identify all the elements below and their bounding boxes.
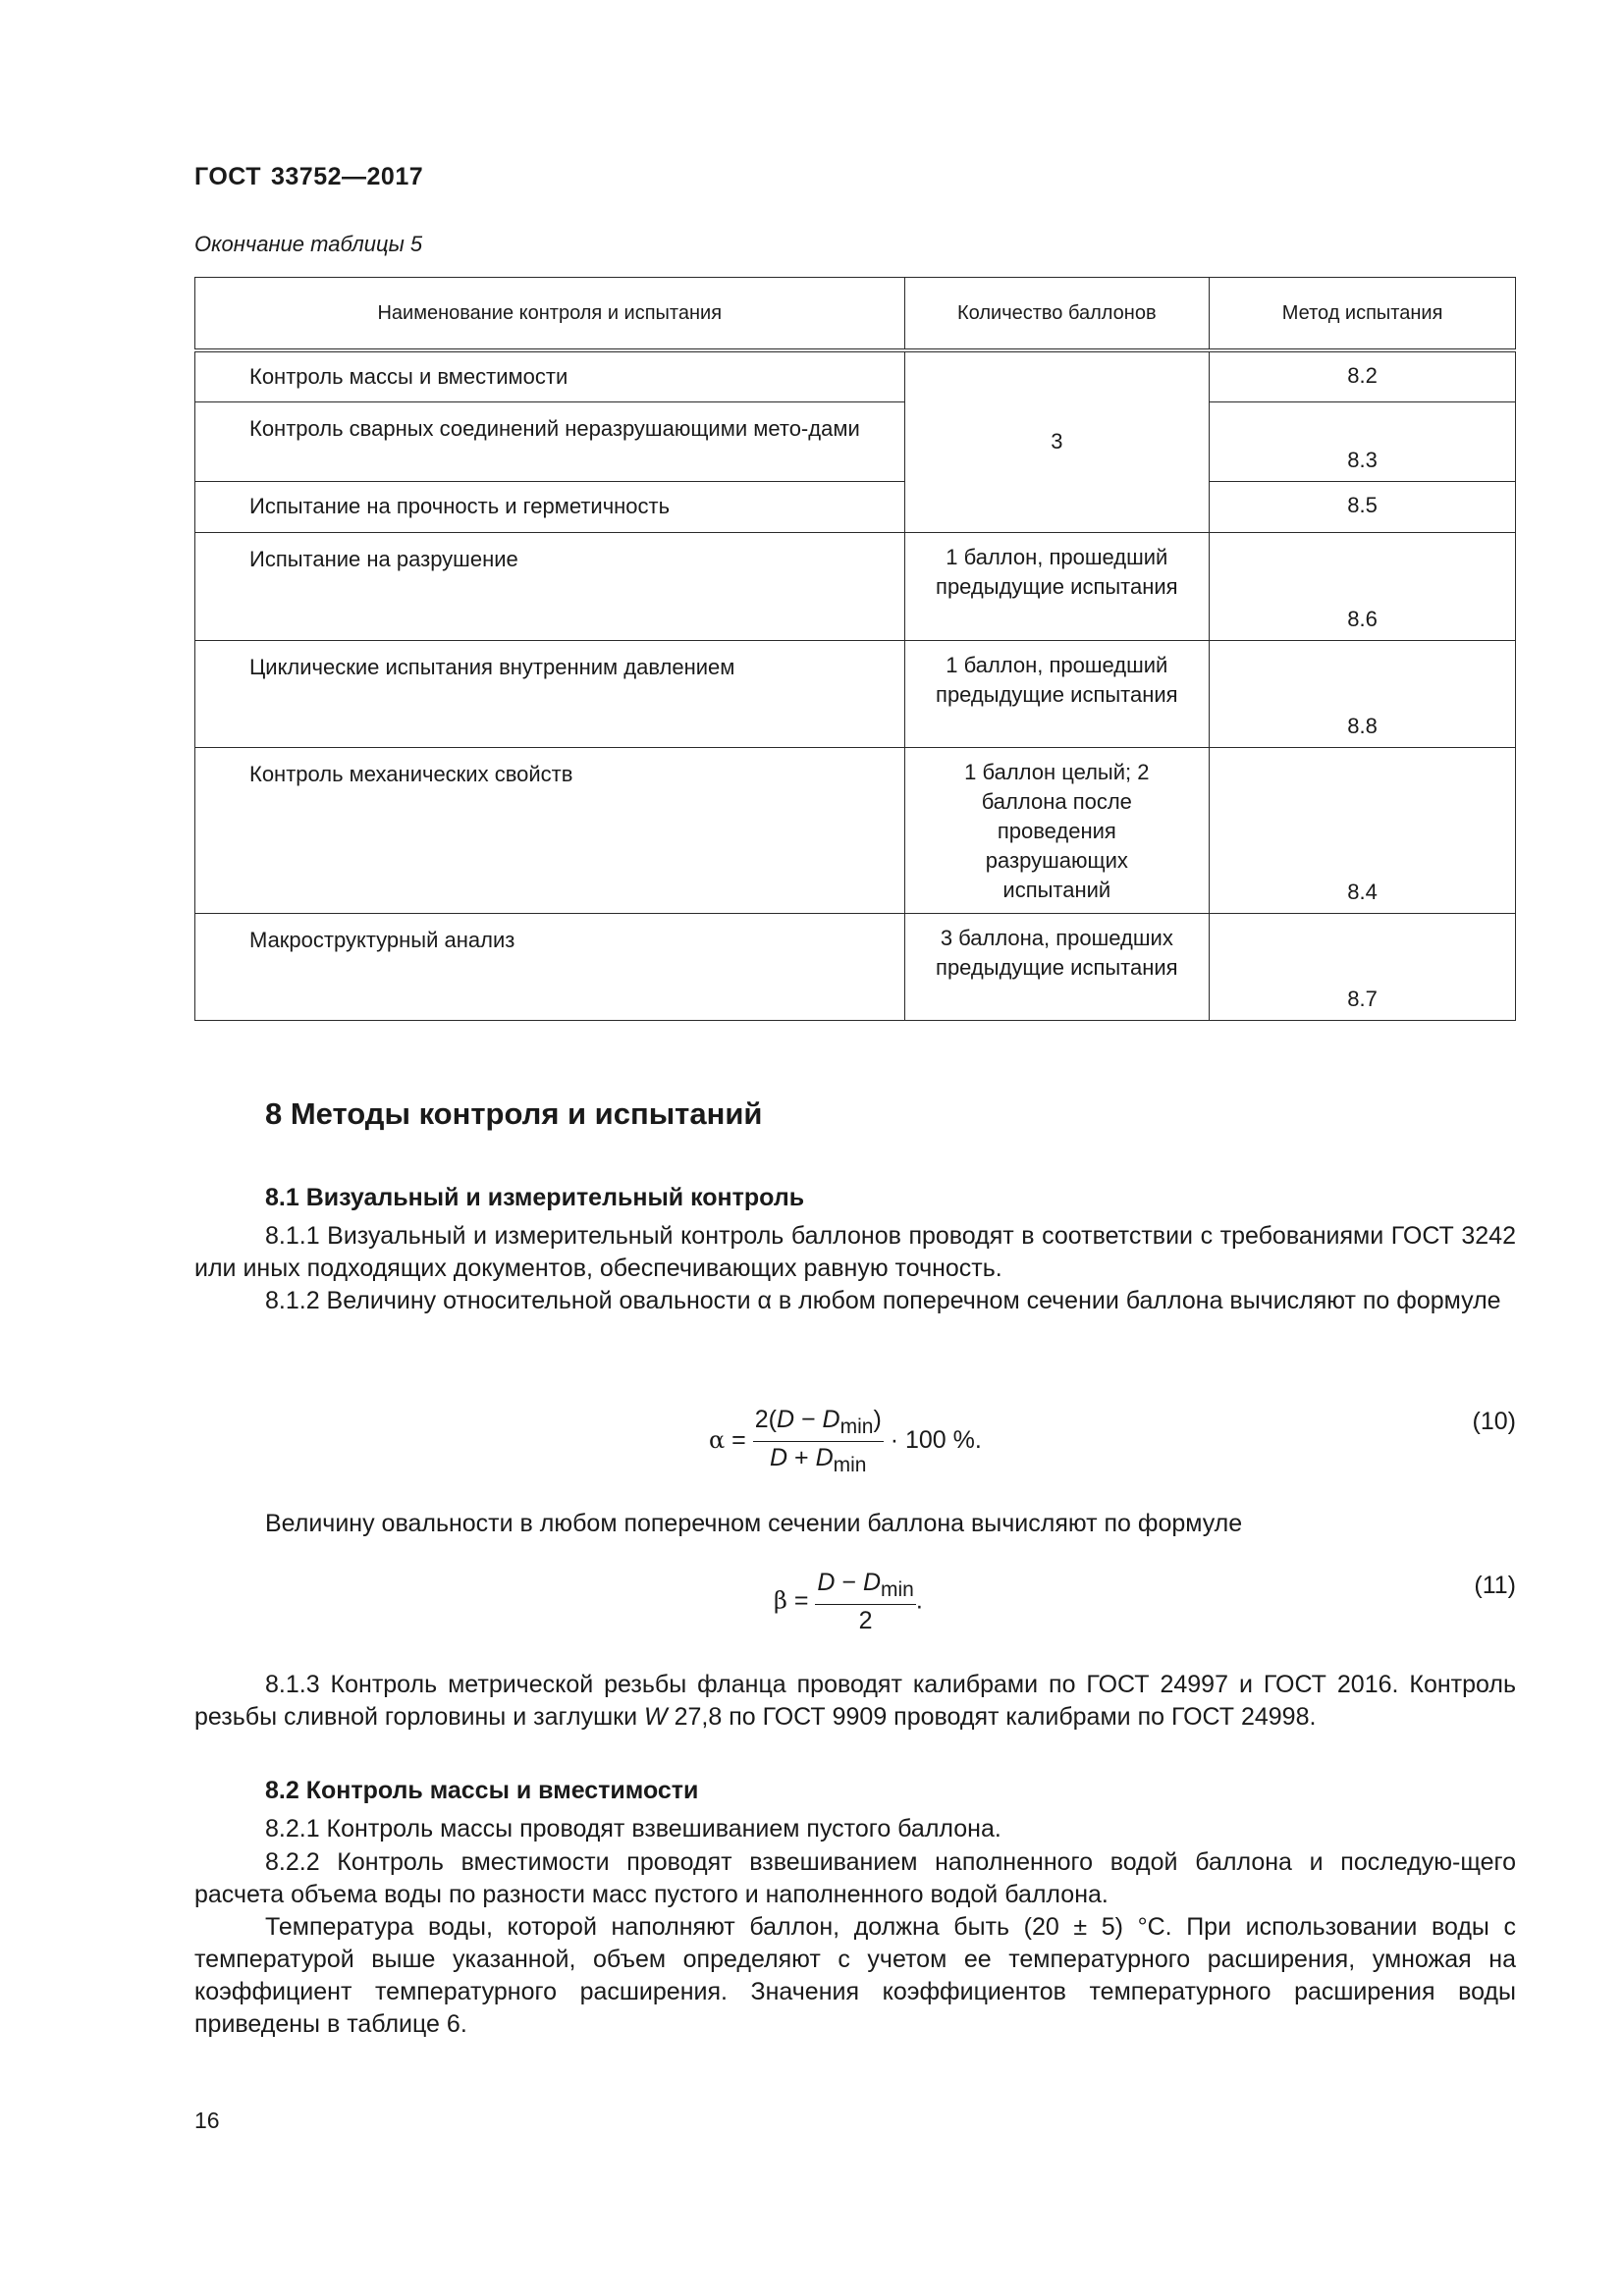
- equals-sign: =: [731, 1426, 746, 1455]
- row-name: Контроль механических свойств: [195, 747, 905, 913]
- numerator: $2(D - D_{min})$: [753, 1406, 884, 1442]
- fraction: [753, 1406, 884, 1477]
- beta-symbol: β: [774, 1586, 787, 1615]
- row-qty: 3 баллона, прошедших предыдущие испытания: [904, 913, 1210, 1020]
- numerator: $D - D_{min}$: [815, 1569, 915, 1605]
- table-caption: Окончание таблицы 5: [194, 232, 423, 256]
- paragraph-8-1-3: 8.1.3 Контроль метрической резьбы фланца проводят калибрами по ГОСТ 24997 и ГОСТ 2016. Контроль резьбы сливной горловины и заглушки W 27,8 по ГОСТ 9909 проводят калибрами по ГОСТ 24998.: [194, 1671, 1516, 1731]
- table-header-row: [195, 278, 1516, 351]
- row-method: 8.4: [1210, 747, 1516, 913]
- row-name: Испытание на прочность и герметичность: [195, 481, 905, 532]
- formula-10: [709, 1406, 982, 1477]
- fraction: [815, 1569, 915, 1635]
- paragraph-8-1-1: 8.1.1 Визуальный и измерительный контроль баллонов проводят в соответствии с требованиями ГОСТ 3242 или иных подходящих документов, обеспечивающих равную точность.: [194, 1222, 1516, 1282]
- document-header: [194, 163, 423, 191]
- paragraph-temperature: Температура воды, которой наполняют баллон, должна быть (20 ± 5) °С. При использовании воды с температурой выше указанной, объем определяют с учетом ее температурного расширения, умножая на коэффициент температурного расширения. Значения коэффициентов температурного расширения воды приведены в таблице 6.: [194, 1913, 1516, 2038]
- equals-sign: =: [793, 1586, 809, 1615]
- alpha-symbol: α: [709, 1426, 726, 1455]
- table-row: [195, 350, 1516, 401]
- denominator: $D + D_{min}$: [770, 1444, 867, 1476]
- row-qty: 1 баллон, прошедший предыдущие испытания: [904, 532, 1210, 640]
- header-qty: Количество баллонов: [904, 278, 1210, 351]
- subsection-8-1-title: 8.1 Визуальный и измерительный контроль: [265, 1184, 805, 1211]
- paragraph-8-2-1: 8.2.1 Контроль массы проводят взвешиванием пустого баллона.: [265, 1815, 1001, 1842]
- row-method: 8.3: [1210, 401, 1516, 481]
- row-method: 8.6: [1210, 532, 1516, 640]
- page-number: 16: [194, 2108, 220, 2133]
- row-name: Макроструктурный анализ: [195, 913, 905, 1020]
- header-gost: ГОСТ: [194, 163, 261, 190]
- row-qty-merged: 3: [904, 350, 1210, 532]
- formula-tail: · 100 %.: [890, 1426, 982, 1455]
- row-qty: 1 баллон целый; 2 баллона после проведения разрушающих испытаний: [904, 747, 1210, 913]
- table-row: [195, 747, 1516, 913]
- header-number: 33752—2017: [271, 163, 424, 190]
- row-name: Циклические испытания внутренним давлением: [195, 640, 905, 747]
- formula-11: [774, 1569, 923, 1635]
- table-row: [195, 401, 1516, 481]
- header-method: Метод испытания: [1210, 278, 1516, 351]
- row-method: 8.8: [1210, 640, 1516, 747]
- paragraph-8-1-2: 8.1.2 Величину относительной овальности α в любом поперечном сечении баллона вычисляют по формуле: [265, 1287, 1501, 1314]
- header-name: Наименование контроля и испытания: [195, 278, 905, 351]
- table-row: [195, 913, 1516, 1020]
- row-name: Контроль массы и вместимости: [195, 350, 905, 401]
- section-8-title: 8 Методы контроля и испытаний: [265, 1096, 763, 1131]
- equation-number-11: (11): [1474, 1572, 1516, 1599]
- table-5: [194, 277, 1516, 1021]
- table-row: [195, 532, 1516, 640]
- table-row: [195, 481, 1516, 532]
- paragraph-beta: Величину овальности в любом поперечном сечении баллона вычисляют по формуле: [265, 1510, 1243, 1537]
- table-row: [195, 640, 1516, 747]
- row-method: 8.7: [1210, 913, 1516, 1020]
- paragraph-8-2-2: 8.2.2 Контроль вместимости проводят взвешиванием наполненного водой баллона и последую-щего расчета объема воды по разности масс пустого и наполненного водой баллона.: [194, 1848, 1516, 1908]
- row-name: Испытание на разрушение: [195, 532, 905, 640]
- equation-number-10: (10): [1472, 1408, 1516, 1435]
- denominator: 2: [858, 1607, 873, 1634]
- row-method: 8.5: [1210, 481, 1516, 532]
- subsection-8-2-title: 8.2 Контроль массы и вместимости: [265, 1777, 699, 1804]
- row-method: 8.2: [1210, 350, 1516, 401]
- row-qty: 1 баллон, прошедший предыдущие испытания: [904, 640, 1210, 747]
- formula-tail: .: [915, 1586, 923, 1615]
- row-name: Контроль сварных соединений неразрушающими мето-дами: [195, 401, 905, 481]
